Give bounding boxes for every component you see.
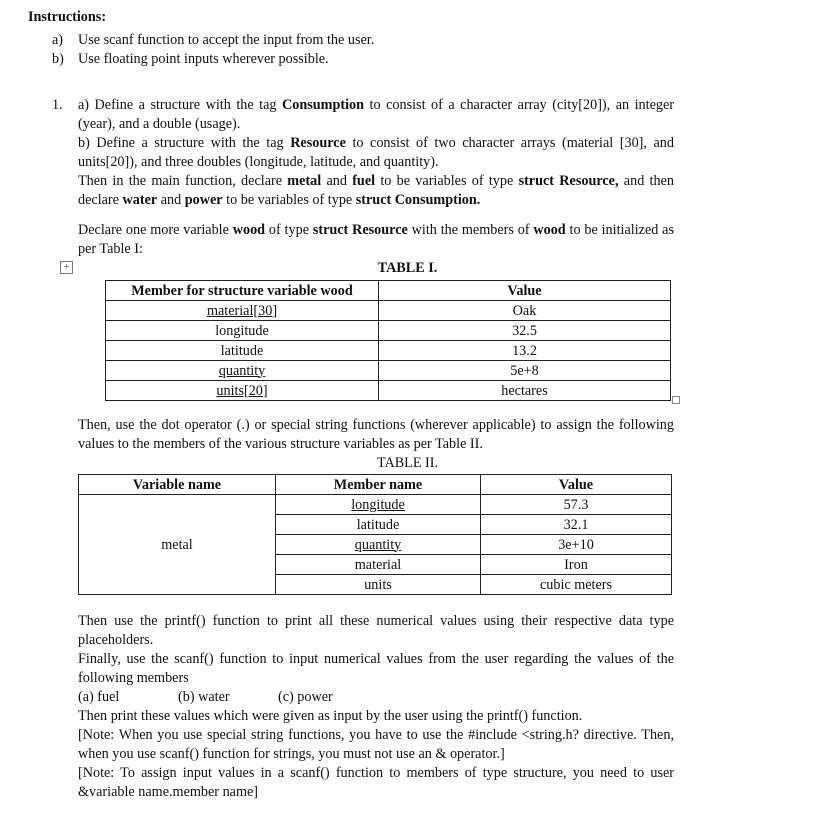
table-cell: quantity [106,361,379,381]
resize-handle-icon[interactable] [672,396,680,404]
table-cell: units[20] [106,381,379,401]
instruction-text: Use floating point inputs wherever possible. [78,51,329,67]
instruction-label: b) [52,51,64,67]
table2-title: TABLE II. [376,455,439,471]
table-header-cell: Value [379,281,671,301]
question-definitions [78,96,674,210]
table-cell: hectares [379,381,671,401]
table-row [106,341,671,361]
table-cell: longitude [276,495,481,515]
instructions-title: Instructions: [28,9,107,25]
table-header-cell: Value [481,475,672,495]
instruction-item-a [52,31,374,50]
table-header-cell: Member name [276,475,481,495]
part-b: b) Define a structure with the tag Resource to consist of two character arrays (material [30], and units[20]), and three doubles (longitude, latitude, and quantity). [78,135,674,170]
table-row [79,495,672,515]
options-line [78,688,674,707]
option-water: (b) water [178,689,230,705]
table-row [106,361,671,381]
table-row [106,301,671,321]
table1 [105,280,671,401]
table-cell: 5e+8 [379,361,671,381]
table-header-cell: Variable name [79,475,276,495]
note-1: [Note: When you use special string functions, you have to use the #include <string.h? directive. Then, when you use scanf() function for strings, you must not use an & operator.] [78,727,674,762]
dot-operator-text: Then, use the dot operator (.) or special string functions (wherever applicable) to assign the following values to the members of the various structure variables as per Table II. [78,417,674,452]
table-cell: 3e+10 [481,535,672,555]
table-row [106,321,671,341]
finally-text: Finally, use the scanf() function to input numerical values from the user regarding the values of the following members [78,651,674,686]
main-function-text: Then in the main function, declare metal and fuel to be variables of type struct Resource, and then declare water and power to be variables of type struct Consumption. [78,173,674,208]
note-2: [Note: To assign input values in a scanf() function to members of type structure, you need to user &variable name.member name] [78,765,674,800]
table-cell: material [276,555,481,575]
question-number: 1. [52,97,63,113]
part-a: a) Define a structure with the tag Consumption to consist of a character array (city[20]), an integer (year), and a double (usage). [78,97,674,132]
table-cell: 32.1 [481,515,672,535]
table-cell: 57.3 [481,495,672,515]
table-cell: longitude [106,321,379,341]
table-row [106,381,671,401]
table-cell: material[30] [106,301,379,321]
table-header-cell: Member for structure variable wood [106,281,379,301]
table-cell: cubic meters [481,575,672,595]
variable-name-cell: metal [79,495,276,595]
table-cell: latitude [106,341,379,361]
instruction-text: Use scanf function to accept the input from the user. [78,32,375,48]
table-cell: latitude [276,515,481,535]
plus-move-icon[interactable]: + [60,261,73,274]
table-cell: Iron [481,555,672,575]
table2 [78,474,672,595]
wood-declaration-text: Declare one more variable wood of type struct Resource with the members of wood to be initialized as per Table I: [78,222,674,257]
instruction-label: a) [52,32,64,48]
instruction-item-b [52,50,329,69]
option-power: (c) power [278,689,333,705]
table-cell: 13.2 [379,341,671,361]
table-cell: units [276,575,481,595]
table-cell: quantity [276,535,481,555]
table1-title: TABLE I. [377,260,438,276]
final-instructions [78,612,674,802]
table-cell: Oak [379,301,671,321]
printf-text: Then use the printf() function to print all these numerical values using their respective data type placeholders. [78,613,674,648]
print-text: Then print these values which were given as input by the user using the printf() function. [78,708,583,724]
table-cell: 32.5 [379,321,671,341]
option-fuel: (a) fuel [78,689,120,705]
table-header-row [79,475,672,495]
table-header-row [106,281,671,301]
